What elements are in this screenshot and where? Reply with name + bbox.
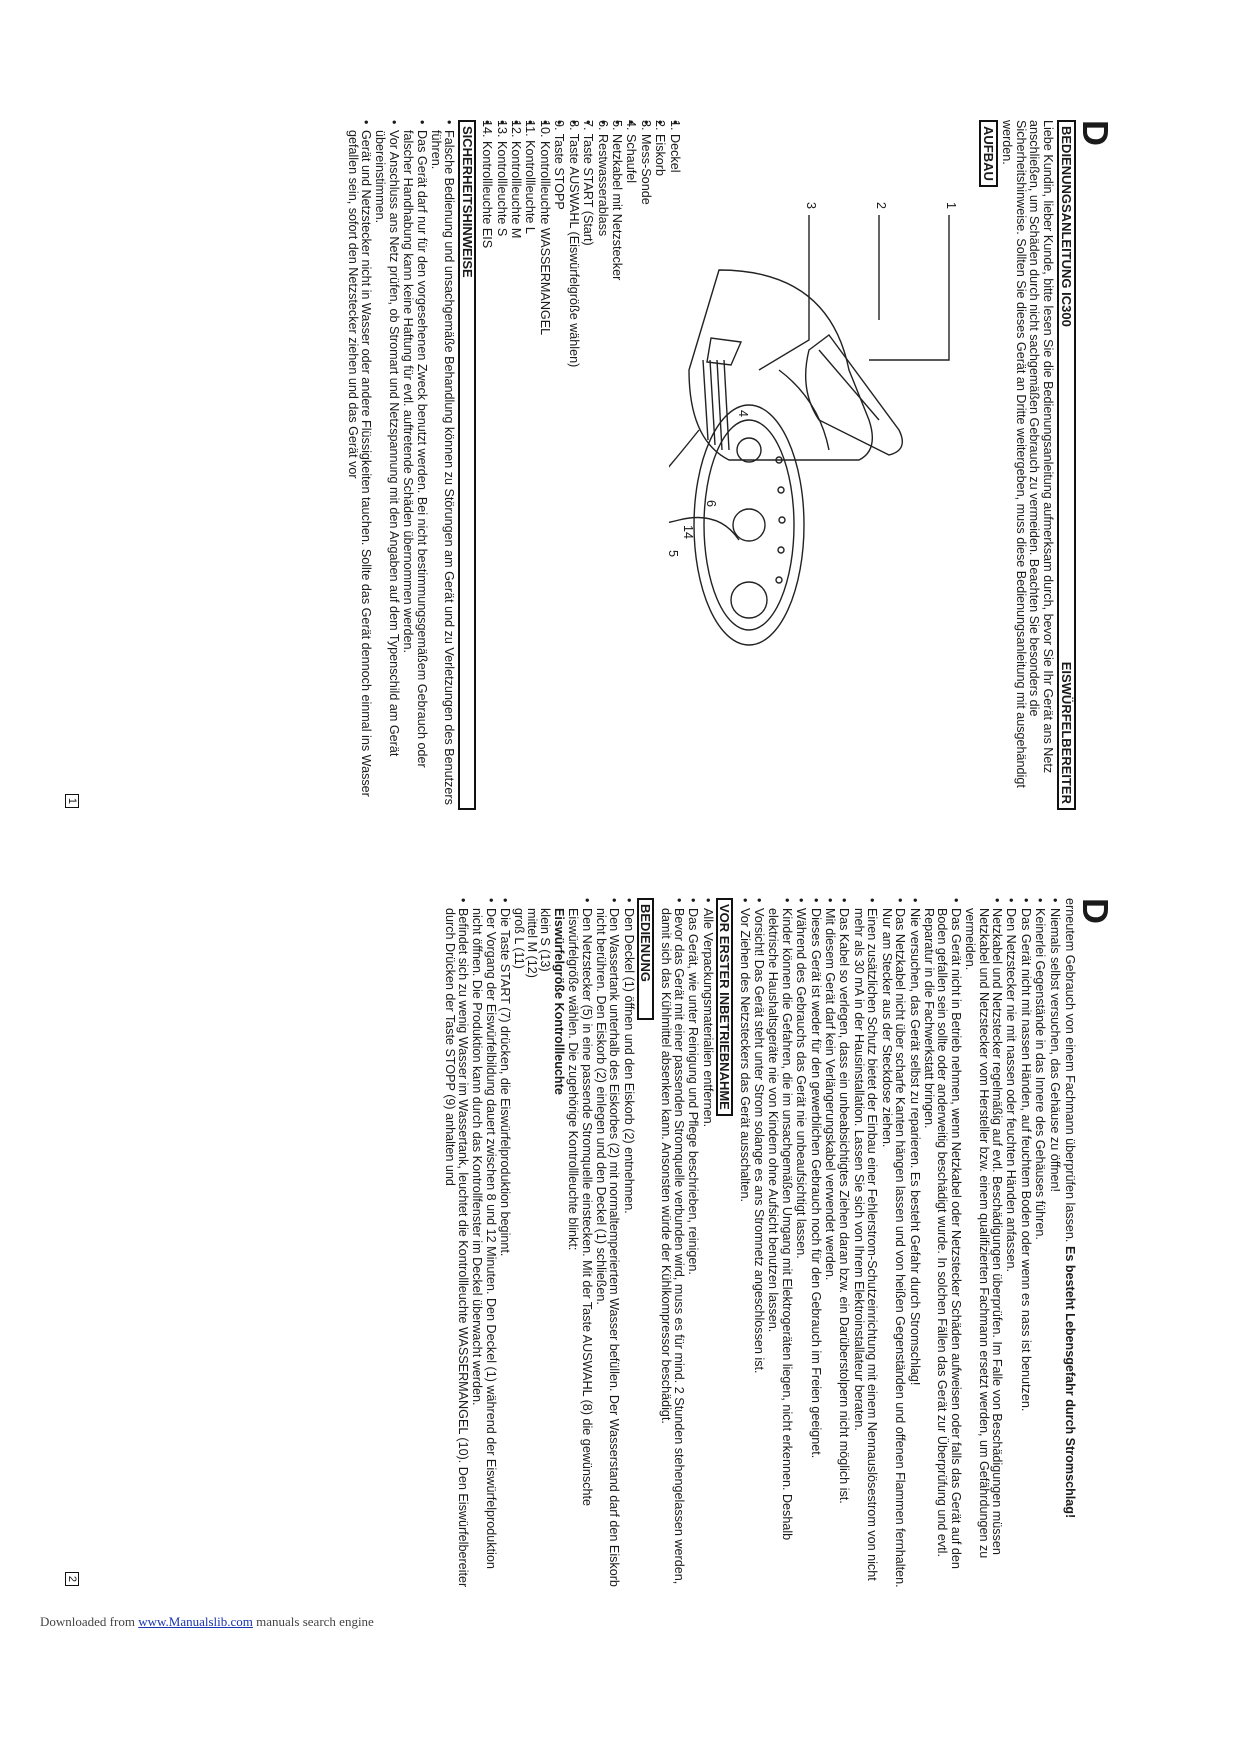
safety-item: • Das Netzkabel nicht über scharfe Kanten hängen lassen und von heißen Gegenständen und offenen Flammen fernhalten. Nur am Stecker aus der Steckdose ziehen. bbox=[879, 898, 906, 1588]
parts-item: • 11. Kontrollleuchte L bbox=[523, 120, 536, 810]
manualslib-link[interactable]: www.Manualslib.com bbox=[138, 1614, 253, 1629]
bedienung-item: • Der Vorgang der Eiswürfelbildung dauert zwischen 8 und 12 Minuten. Den Deckel (1) während der Eiswürfelproduktion nicht öffnen. Die Produktion kann durch das Kontrollfenster im Deckel überwacht werden. bbox=[470, 898, 497, 1588]
inbetriebnahme-item: • Bevor das Gerät mit einer passenden Stromquelle verbunden wird, muss es für mind. 2 Stunden stehengelassen werden, damit sich das Kühlmittel absenken kann. Ansonsten würde der Kühlkompressor beschädigt. bbox=[658, 898, 685, 1588]
parts-item: • 4. Schaufel bbox=[624, 120, 637, 810]
size-row: klein S (13) bbox=[538, 908, 553, 972]
parts-item: • 13. Kontrollleuchte S bbox=[494, 120, 507, 810]
callout-4: 4 bbox=[735, 410, 750, 418]
language-letter: D bbox=[1075, 120, 1116, 146]
callout-2: 2 bbox=[873, 202, 888, 210]
safety-list bbox=[345, 120, 455, 810]
bedienung-item: • Den Netzstecker (5) in eine passende Stromquelle einstecken. Mit der Taste AUSWAHL (8) die gewünschte Eiswürfelgröße wählen. Die zugehörige Kontrollleuchte blinkt: bbox=[566, 898, 593, 1588]
safety-item: • Vor Ziehen des Netzsteckers das Gerät ausschalten. bbox=[737, 898, 750, 1588]
safety-heading: SICHERHEITSHINWEISE bbox=[458, 120, 475, 810]
parts-item: • 7. Taste START (Start) bbox=[581, 120, 594, 810]
safety-item: • Während des Gebrauchs das Gerät nie unbeaufsichtigt lassen. bbox=[794, 898, 807, 1588]
parts-item: • 8. Taste AUSWAHL (Eiswürfelgröße wählen) bbox=[566, 120, 579, 810]
manual-page-1 bbox=[66, 120, 1116, 810]
appliance-drawing bbox=[669, 120, 979, 810]
bedienung-item: • Den Deckel (1) öffnen und den Eiskorb (2) entnehmen. bbox=[621, 898, 634, 1588]
size-table-heading: Eiswürfelgröße Kontrollleuchte bbox=[551, 908, 566, 1095]
safety-item: • Das Gerät nicht mit nassen Händen, auf feuchtem Boden oder wenn es nass ist benutzen. bbox=[1018, 898, 1031, 1588]
aufbau-heading: AUFBAU bbox=[979, 120, 998, 187]
product-type: EISWÜRFELBEREITER bbox=[1059, 661, 1074, 804]
parts-item: • 12. Kontrollleuchte M bbox=[509, 120, 522, 810]
parts-list bbox=[480, 120, 681, 810]
safety-item: • Falsche Bedienung und unsachgemäße Behandlung können zu Störungen am Gerät und zu Verletzungen des Benutzers führen. bbox=[429, 120, 456, 810]
appliance-body bbox=[689, 270, 872, 460]
safety-item: • Dieses Gerät ist weder für den gewerblichen Gebrauch noch für den Gebrauch im Freien geeignet. bbox=[808, 898, 821, 1588]
appliance-diagram bbox=[665, 120, 979, 810]
parts-item: • 6. Restwasserablass bbox=[595, 120, 608, 810]
size-row: mittel M (12) bbox=[524, 908, 539, 978]
callout-6: 6 bbox=[703, 500, 718, 508]
bedienung-item: • Den Wassertank unterhalb des Eiskorbes (2) mit normaltemperiertem Wasser befüllen. Der Wasserstand darf den Eiskorb nicht berühren. Den Eiskorb (2) einlegen und den Deckel (1) schließen. bbox=[594, 898, 621, 1588]
continued-text-plain: erneutem Gebrauch von einem Fachmann überprüfen lassen. bbox=[1063, 898, 1077, 1243]
manual-title: BEDIENUNGSANLEITUNG IC300 bbox=[1059, 126, 1074, 327]
safety-item: • Netzkabel und Netzstecker regelmäßig auf evtl. Beschädigungen überprüfen. Im Falle von Beschädigungen müssen Netzkabel und Netzstecker vom Hersteller bzw. einem qualifizierten Fachmann ersetzt werden, um Gefährdungen zu vermeiden. bbox=[963, 898, 1003, 1588]
safety-item: • Das Gerät nicht in Betrieb nehmen, wenn Netzkabel oder Netzstecker Schäden aufweisen oder falls das Gerät auf den Boden gefallen sein sollte oder anderweitig beschädigt wurde. In solchen Fällen das Gerät zur Überprüfung und evtl. Reparatur in die Fachwerkstatt bringen. bbox=[922, 898, 962, 1588]
safety-item: • Keinerlei Gegenstände in das Innere des Gehäuses führen. bbox=[1033, 898, 1046, 1588]
bedienung-list bbox=[566, 898, 635, 1588]
bedienung-item: • Befindet sich zu wenig Wasser im Wassertank, leuchtet die Kontrollleuchte WASSERMANGEL (10). Den Eiswürfelbereiter durch Drücken der Taste STOPP (9) anhalten und bbox=[442, 898, 469, 1588]
appliance-lid bbox=[805, 335, 902, 455]
safety-item: • Niemals selbst versuchen, das Gehäuse zu öffnen! bbox=[1047, 898, 1060, 1588]
control-panel bbox=[694, 405, 804, 645]
footer-suffix: manuals search engine bbox=[256, 1614, 374, 1629]
continued-text bbox=[1063, 898, 1076, 1588]
parts-item: • 2. Eiskorb bbox=[653, 120, 666, 810]
size-table bbox=[511, 898, 565, 1588]
inbetriebnahme-heading: VOR ERSTER INBETRIEBNAHME bbox=[716, 898, 733, 1116]
stop-button bbox=[731, 582, 767, 618]
parts-item: • 14. Kontrollleuchte EIS bbox=[480, 120, 493, 810]
bedienung-item: • Die Taste START (7) drücken, die Eiswürfelproduktion beginnt. bbox=[498, 898, 511, 1588]
parts-item: • 1. Deckel bbox=[667, 120, 680, 810]
inbetriebnahme-list bbox=[658, 898, 714, 1588]
safety-item: • Nie versuchen, das Gerät selbst zu reparieren. Es besteht Gefahr durch Stromschlag! bbox=[907, 898, 920, 1588]
download-footer bbox=[40, 1614, 374, 1630]
language-letter: D bbox=[1075, 898, 1116, 924]
size-row: groß L (11) bbox=[511, 908, 526, 969]
inbetriebnahme-item: • Alle Verpackungsmaterialien entfernen. bbox=[700, 898, 713, 1588]
manual-page-2 bbox=[66, 898, 1116, 1588]
callout-3: 3 bbox=[803, 202, 818, 210]
intro-text: Liebe Kundin, lieber Kunde, bitte lesen Sie die Bedienungsanleitung aufmerksam durch, bevor Sie Ihr Gerät ans Netz anschließen, um Schäden durch nicht sachgemäßen Gebrauch zu vermeiden. Beachten Sie besonders die Sicherheitshinweise. Sollten Sie dieses Gerät an Dritte weitergeben, muss diese Bedienungsanleitung mit ausgehändigt werden. bbox=[1000, 120, 1055, 788]
callout-14: 14 bbox=[680, 525, 695, 540]
safety-item: • Mit diesem Gerät darf kein Verlängerungskabel verwendet werden. bbox=[823, 898, 836, 1588]
bedienung-list-2 bbox=[442, 898, 511, 1588]
start-button bbox=[733, 509, 765, 541]
document-header bbox=[1057, 120, 1076, 810]
parts-item: • 3. Mess-Sonde bbox=[638, 120, 651, 810]
footer-prefix: Downloaded from bbox=[40, 1614, 135, 1629]
continued-text-warning: Es besteht Lebensgefahr durch Stromschlag! bbox=[1063, 1245, 1077, 1519]
bedienung-heading: BEDIENUNG bbox=[637, 898, 654, 1020]
parts-item: • 9. Taste STOPP bbox=[552, 120, 565, 810]
page-number: 1 bbox=[65, 794, 79, 808]
safety-item: • Vorsicht! Das Gerät steht unter Strom solange es ans Stromnetz angeschlossen ist. bbox=[752, 898, 765, 1588]
callout-1: 1 bbox=[943, 202, 958, 210]
safety-item: • Das Kabel so verlegen, dass ein unbeabsichtigtes Ziehen daran bzw. ein Darüberstolpern nicht möglich ist. bbox=[837, 898, 850, 1588]
safety-item: • Kinder können die Gefahren, die im unsachgemäßen Umgang mit Elektrogeräten liegen, nicht erkennen. Deshalb elektrische Haushaltsgeräte nie von Kindern ohne Aufsicht benutzen lassen. bbox=[766, 898, 793, 1588]
safety-item: • Vor Anschluss ans Netz prüfen, ob Stromart und Netzspannung mit den Angaben auf dem Typenschild am Gerät übereinstimmen. bbox=[373, 120, 400, 810]
safety-item: • Das Gerät darf nur für den vorgesehenen Zweck benutzt werden. Bei nicht bestimmungsgemäßem Gebrauch oder falscher Handhabung kann keine Haftung für evtl. auftretende Schäden übernommen werden. bbox=[401, 120, 428, 810]
safety-item: • Einen zusätzlichen Schutz bietet der Einbau einer Fehlerstrom-Schutzeinrichtung mit einem Nennauslösestrom von nicht mehr als 30 mA in der Hausinstallation. Lassen Sie sich von Ihrem Elektroinstallateur beraten. bbox=[852, 898, 879, 1588]
select-button bbox=[737, 438, 761, 462]
safety-item: • Den Netzstecker nie mit nassen oder feuchten Händen anfassen. bbox=[1004, 898, 1017, 1588]
callout-5: 5 bbox=[665, 550, 680, 558]
safety-item: • Gerät und Netzstecker nicht in Wasser oder andere Flüssigkeiten tauchen. Sollte das Gerät dennoch einmal ins Wasser gefallen sein, sofort den Netzstecker ziehen und das Gerät vor bbox=[345, 120, 372, 810]
parts-item: • 5. Netzkabel mit Netzstecker bbox=[610, 120, 623, 810]
inbetriebnahme-item: • Das Gerät, wie unter Reinigung und Pflege beschrieben, reinigen. bbox=[686, 898, 699, 1588]
page-number: 2 bbox=[65, 1572, 79, 1586]
parts-item: • 10. Kontrollleuchte WASSERMANGEL bbox=[538, 120, 551, 810]
safety-list-continued bbox=[737, 898, 1060, 1588]
